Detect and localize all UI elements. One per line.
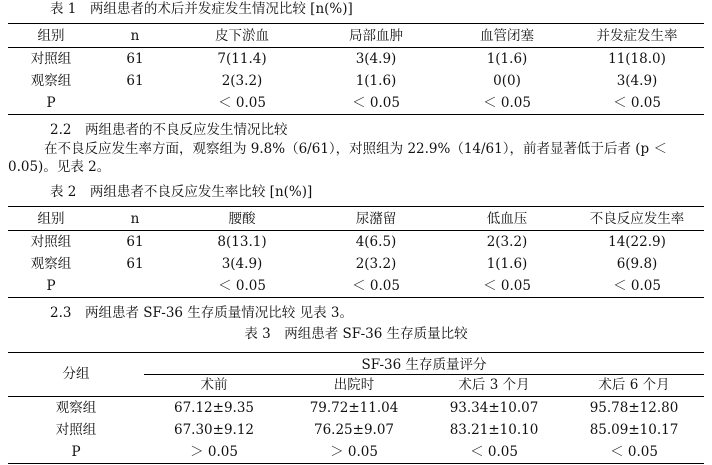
table1-cell: ＜ 0.05 [613, 95, 661, 111]
table3-subheader: 术前 [200, 377, 228, 393]
table3-cell: 67.30±9.12 [173, 422, 255, 438]
table3-subheader: 出院时 [333, 377, 375, 393]
table1-cell: 0(0) [493, 73, 521, 89]
table1-header-col4: 局部血肿 [349, 28, 403, 44]
table1-cell: 2(3.2) [221, 73, 263, 89]
table3-caption: 表 3 两组患者 SF-36 生存质量比较 [244, 326, 468, 342]
section-2-3-heading: 2.3 两组患者 SF-36 生存质量情况比较 见表 3。 [50, 305, 353, 321]
table3-cell: ＜ 0.05 [470, 444, 518, 460]
table2-cell [94, 275, 176, 297]
table2-cell: ＜ 0.05 [218, 278, 266, 294]
table-row [8, 48, 704, 70]
section-2-2-heading: 2.2 两组患者的不良反应发生情况比较 [50, 122, 288, 138]
table3-cell: P [71, 444, 81, 460]
table2-cell: 观察组 [30, 256, 72, 272]
table3-cell: 79.72±11.04 [309, 400, 399, 416]
table1-cell: 61 [126, 51, 144, 67]
table1-cell: ＜ 0.05 [218, 95, 266, 111]
table3-subheader-row [8, 374, 704, 396]
table1-header-col6: 并发症发生率 [596, 28, 678, 44]
table-row [8, 397, 704, 419]
table1-cell: ＜ 0.05 [352, 95, 400, 111]
table2-cell: 3(4.9) [221, 256, 263, 272]
table2-header-group: 组别 [37, 211, 65, 227]
table3-cell: 观察组 [55, 400, 97, 416]
table1-header-col3: 皮下淤血 [215, 28, 269, 44]
table2-cell: 8(13.1) [217, 234, 267, 250]
table1-cell: 1(1.6) [486, 51, 528, 67]
section-2-2-paragraph: 在不良反应发生率方面，观察组为 9.8%（6/61），对照组为 22.9%（14/61），前者显著低于后者 (p ＜ 0.05)。见表 2。 [8, 141, 667, 175]
table3-cell: 83.21±10.10 [449, 422, 539, 438]
table1-cell: P [46, 95, 56, 111]
table-row [8, 70, 704, 92]
table2-cell: P [46, 278, 56, 294]
table1-cell: 对照组 [30, 51, 72, 67]
table2-cell: 2(3.2) [355, 256, 397, 272]
table3-cell: ＜ 0.05 [610, 444, 658, 460]
table1-header-col5: 血管闭塞 [480, 28, 534, 44]
table3-cell: 对照组 [55, 422, 97, 438]
table1-cell: 11(18.0) [608, 51, 666, 67]
table3-cell: 95.78±12.80 [589, 400, 679, 416]
table-row [8, 441, 704, 463]
table1-header-n: n [130, 28, 140, 44]
table2-cell: ＜ 0.05 [483, 278, 531, 294]
table3-cell: 67.12±9.35 [173, 400, 255, 416]
table2-cell: 6(9.8) [616, 256, 658, 272]
table2-header-col5: 低血压 [486, 211, 528, 227]
table2-cell: 61 [126, 256, 144, 272]
table1-cell [94, 92, 176, 114]
table2-header-row [8, 208, 704, 230]
table3-bottom-rule [8, 463, 704, 464]
table3-header-group: 分组 [62, 366, 90, 382]
table1-header-group: 组别 [37, 28, 65, 44]
table2-cell: 4(6.5) [355, 234, 397, 250]
table-row [8, 275, 704, 297]
table2-cell: ＜ 0.05 [613, 278, 661, 294]
table3-subheader: 术后 6 个月 [598, 377, 670, 393]
table3-cell: ＞ 0.05 [330, 444, 378, 460]
table3-cell: 93.34±10.07 [449, 400, 539, 416]
table2-header-col3: 腰酸 [228, 211, 256, 227]
table1-cell: 3(4.9) [355, 51, 397, 67]
table2-cell: 2(3.2) [486, 234, 528, 250]
table1-cell: 7(11.4) [217, 51, 267, 67]
table-row [8, 419, 704, 441]
table-row [8, 253, 704, 275]
table3-span-header: SF-36 生存质量评分 [361, 357, 487, 373]
table3-subheader: 术后 3 个月 [458, 377, 530, 393]
table-row [8, 92, 704, 114]
table2-bottom-rule [8, 297, 704, 298]
table-row [8, 231, 704, 253]
table2-cell: 1(1.6) [486, 256, 528, 272]
table1-bottom-rule [8, 114, 704, 115]
table2-cell: 14(22.9) [608, 234, 666, 250]
table2-header-col4: 尿潴留 [355, 211, 397, 227]
table2-cell: 61 [126, 234, 144, 250]
table3-cell: 85.09±10.17 [589, 422, 679, 438]
table3-cell: 76.25±9.07 [313, 422, 395, 438]
table2-cell: ＜ 0.05 [352, 278, 400, 294]
table3-cell: ＞ 0.05 [190, 444, 238, 460]
table1-cell: 61 [126, 73, 144, 89]
table1-cell: 1(1.6) [355, 73, 397, 89]
table2-caption: 表 2 两组患者不良反应发生率比较 [n(%)] [50, 184, 313, 200]
table3-top-rule [8, 352, 704, 353]
table2-top-rule [8, 206, 704, 207]
table1-cell: 3(4.9) [616, 73, 658, 89]
table1-header-row [8, 25, 704, 47]
table1-cell: ＜ 0.05 [483, 95, 531, 111]
table2-cell: 对照组 [30, 234, 72, 250]
table1-cell: 观察组 [30, 73, 72, 89]
table2-header-col6: 不良反应发生率 [589, 211, 685, 227]
table1-caption: 表 1 两组患者的术后并发症发生情况比较 [n(%)] [50, 1, 353, 17]
table2-header-n: n [130, 211, 140, 227]
table1-top-rule [8, 23, 704, 24]
